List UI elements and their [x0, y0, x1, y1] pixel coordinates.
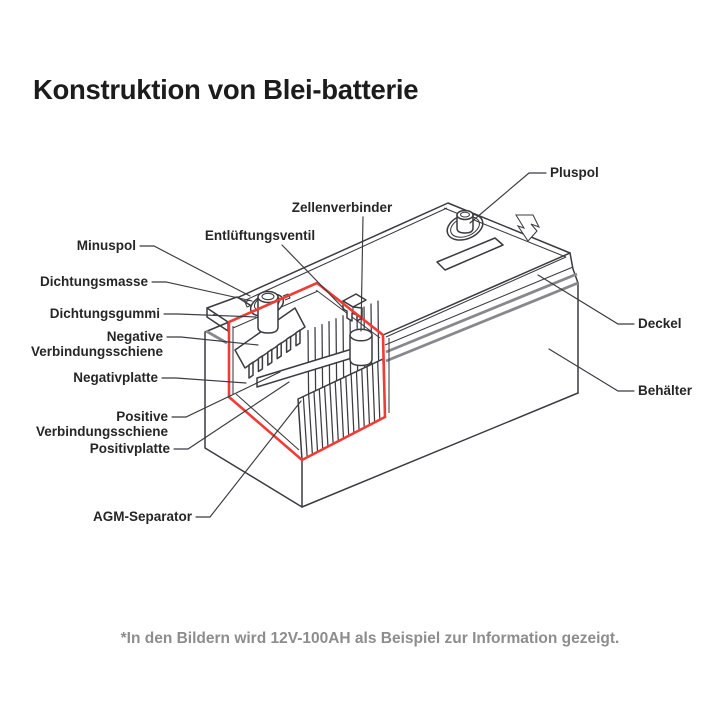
label-text-behaelter: Behälter	[638, 383, 693, 398]
battery-drawing	[205, 203, 578, 507]
label-text-agm-separator: AGM-Separator	[92, 509, 192, 524]
label-deckel	[538, 275, 682, 331]
label-text-minuspol: Minuspol	[76, 238, 136, 253]
label-text-negativplatte: Negativplatte	[73, 370, 158, 385]
label-text-dichtungsgummi: Dichtungsgummi	[49, 306, 160, 321]
leader-behaelter	[549, 349, 634, 391]
leader-deckel	[538, 275, 634, 324]
leader-dichtungsmasse	[152, 282, 252, 301]
label-text-negative-verbindungsschiene: Negative Verbindungsschiene	[30, 329, 163, 359]
label-text-positivplatte: Positivplatte	[89, 441, 170, 456]
label-behaelter	[549, 349, 693, 398]
label-text-entlueftungsventil: Entlüftungsventil	[204, 228, 316, 243]
cell-connector-post	[350, 329, 372, 365]
label-dichtungsmasse	[40, 274, 252, 301]
label-text-zellenverbinder: Zellenverbinder	[291, 200, 393, 215]
label-text-deckel: Deckel	[638, 316, 682, 331]
label-pluspol	[470, 165, 599, 223]
label-text-positive-verbindungsschiene: Positive Verbindungsschiene	[35, 409, 168, 439]
footnote: *In den Bildern wird 12V-100AH als Beispiel zur Information gezeigt.	[120, 630, 620, 647]
label-text-dichtungsmasse: Dichtungsmasse	[39, 274, 148, 289]
page-title: Konstruktion von Blei-batterie	[33, 74, 419, 105]
label-negative-verbindungsschiene	[31, 329, 258, 359]
label-negativplatte	[73, 370, 246, 385]
leader-pluspol	[470, 173, 546, 223]
label-text-pluspol: Pluspol	[550, 165, 599, 180]
